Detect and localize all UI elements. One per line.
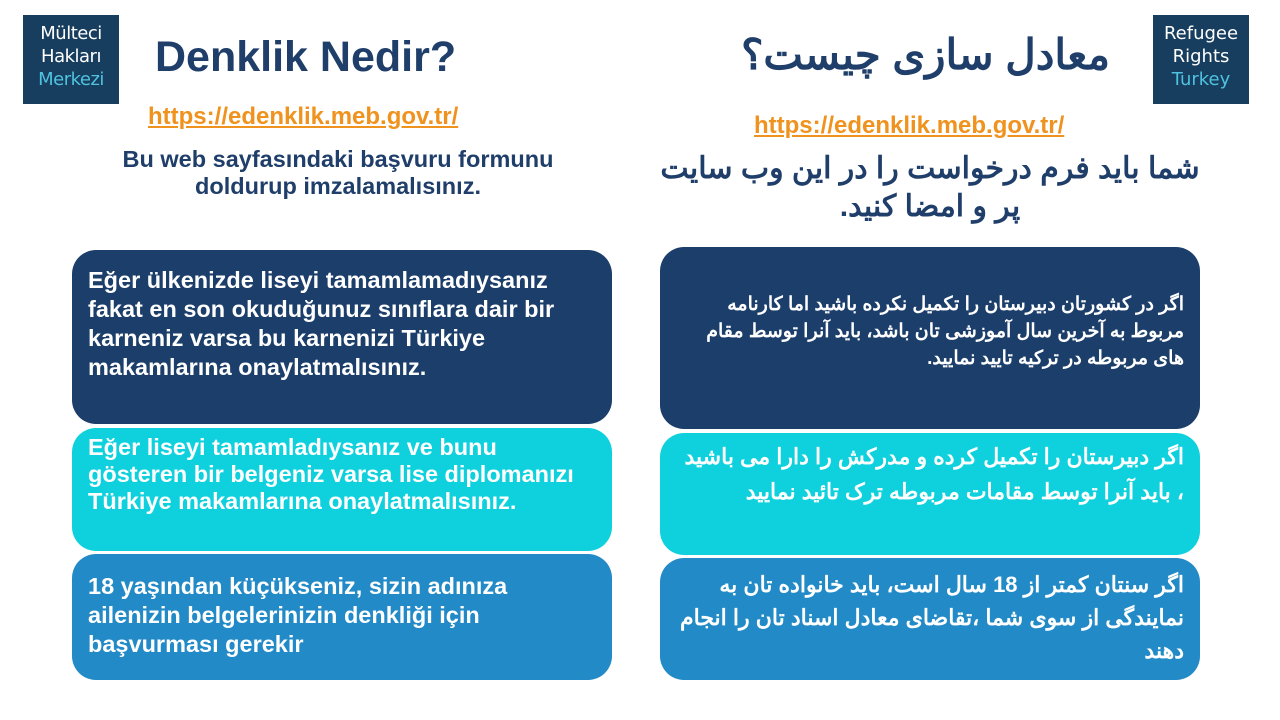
logo-left-line3: Merkezi bbox=[38, 69, 104, 90]
info-box-text: اگر دبیرستان را تکمیل کرده و مدرکش را دارا می باشید ، باید آنرا توسط مقامات مربوطه ترک تائید نمایید bbox=[684, 444, 1184, 504]
info-box-turkish-completed-highschool bbox=[72, 428, 612, 551]
logo-right-line1: Refugee bbox=[1163, 23, 1239, 44]
info-box-text: Eğer ülkenizde liseyi tamamlamadıysanız fakat en son okuduğunuz sınıflara dair bir karneniz varsa bu karnenizi Türkiye makamlarına onaylatmalısınız. bbox=[88, 267, 555, 380]
edenklik-link-turkish[interactable]: https://edenklik.meb.gov.tr/ bbox=[148, 103, 459, 130]
info-box-persian-incomplete-highschool bbox=[660, 247, 1200, 429]
instruction-persian: شما باید فرم درخواست را در این وب سایت پر و امضا کنید. bbox=[660, 152, 1200, 223]
info-box-turkish-incomplete-highschool bbox=[72, 250, 612, 424]
multeci-haklari-merkezi-logo bbox=[23, 15, 119, 104]
info-box-text: اگر سنتان کمتر از 18 سال است، باید خانواده تان به نمایندگی از سوی شما ،تقاضای معادل اسناد تان را انجام دهند bbox=[680, 572, 1184, 663]
logo-left-line1: Mülteci bbox=[40, 23, 102, 44]
info-box-persian-completed-highschool bbox=[660, 433, 1200, 555]
info-box-text: اگر در کشورتان دبیرستان را تکمیل نکرده باشید اما کارنامه مربوط به آخرین سال آموزشی تان باشد، باید آنرا توسط مقام های مربوطه در ترکیه تایید نمایید. bbox=[706, 294, 1184, 369]
logo-right-line2: Rights bbox=[1172, 46, 1230, 67]
info-box-text: Eğer liseyi tamamladıysanız ve bunu gösteren bir belgeniz varsa lise diplomanızı Türkiye makamlarına onaylatmalısınız. bbox=[88, 434, 574, 514]
info-box-text: 18 yaşından küçükseniz, sizin adınıza ailenizin belgelerinizin denkliği için başvurması gerekir bbox=[88, 573, 508, 657]
logo-right-line3: Turkey bbox=[1171, 69, 1231, 90]
info-box-persian-under-18 bbox=[660, 558, 1200, 680]
edenklik-link-persian[interactable]: https://edenklik.meb.gov.tr/ bbox=[754, 112, 1065, 139]
title-turkish: Denklik Nedir? bbox=[155, 33, 457, 81]
logo-left-line2: Hakları bbox=[41, 46, 101, 67]
instruction-turkish: Bu web sayfasındaki başvuru formunu doldurup imzalamalısınız. bbox=[122, 146, 554, 199]
info-box-turkish-under-18 bbox=[72, 554, 612, 680]
title-persian: معادل سازی چیست؟ bbox=[741, 31, 1110, 78]
refugee-rights-turkey-logo bbox=[1153, 15, 1249, 104]
